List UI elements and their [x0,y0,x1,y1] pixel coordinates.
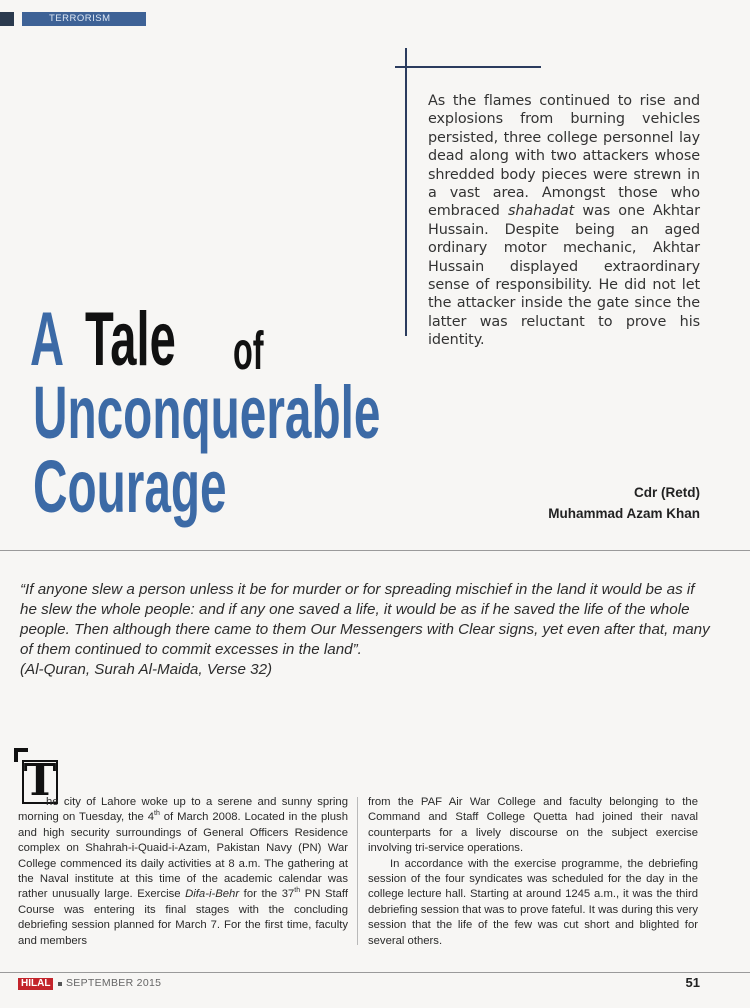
author-name: Muhammad Azam Khan [548,506,700,521]
drop-cap-ornament [14,748,18,762]
pull-quote-italic: shahadat [508,203,575,220]
title-word-tale: Tale [85,297,176,382]
section-marker [0,12,14,26]
footer-rule [0,972,750,973]
pull-quote-text-cont: was one Akhtar Hussain. Despite being an aged ordinary motor mechanic, Akhtar Hussain displayed extraordinary sense of responsibility. He did not let the attacker inside the gate since the latter was reluctant to prove his identity. [428,203,700,349]
section-label: TERRORISM [22,12,146,26]
title-word-a: A [30,297,65,382]
body-paragraph: from the PAF Air War College and faculty belonging to the Command and Staff College Quetta had joined their naval counterparts for a lively discourse on the subject exercise involving tri-service operations. [368,796,698,855]
divider [0,550,750,551]
callout-rule-horizontal [395,66,541,68]
body-column-2 [368,795,698,949]
footer-bullet [58,982,62,986]
pull-quote-text: As the flames continued to rise and explosions from burning vehicles persisted, three college personnel lay dead along with two attackers whose shredded body pieces were strewn in a vast area. Amongst those who embraced [428,93,700,220]
body-paragraph: In accordance with the exercise programme, the debriefing session of the four syndicates was scheduled for the day in the college lecture hall. Starting at around 1245 a.m., it was the third debriefing session that was to prove fateful. It was during this very session that the life of the few was cut short and blighted for several others. [368,857,698,947]
body-text: he city of Lahore woke up to a serene and sunny spring morning on Tuesday, the 4 [18,796,348,824]
epigraph [20,580,710,680]
body-text: for the 37 [239,888,295,901]
author-rank: Cdr (Retd) [634,485,700,500]
issue-date: SEPTEMBER 2015 [66,977,162,989]
epigraph-source: (Al-Quran, Surah Al-Maida, Verse 32) [20,661,273,678]
exercise-name: Difa-i-Behr [185,888,240,901]
body-text: of March 2008. Located in the plush and high security surroundings of General Officers Residence complex on Shahrah-i-Quaid-i-Azam, Pakistan Navy (PN) War College commenced its daily activities at 8 a.m. The gathering at the Naval institute at this time of the academic calendar was rather unusually large. Exercise [18,811,348,901]
body-column-1 [18,795,348,949]
epigraph-text: “If anyone slew a person unless it be for murder or for spreading mischief in the land it would be as if he slew the whole people: and if any one saved a life, it would be as if he saved the life of the whole people. Then although there came to them Our Messengers with Clear signs, yet even after that, many of them continued to commit excesses in the land”. [20,581,710,658]
pull-quote [428,92,700,350]
title-word-unconquerable: Unconquerable [33,371,381,454]
callout-rule-vertical [405,48,407,336]
page-number: 51 [685,975,700,990]
drop-cap: T [23,755,57,806]
column-divider [357,797,358,945]
superscript: th [294,887,301,895]
superscript: th [154,810,160,818]
title-word-of: of [233,321,264,381]
title-word-courage: Courage [33,445,227,528]
magazine-logo: HILAL [18,978,53,990]
body-text: PN Staff Course was entering its final stages with the concluding debriefing session planned for March 7. For the first time, faculty and members [18,888,348,947]
